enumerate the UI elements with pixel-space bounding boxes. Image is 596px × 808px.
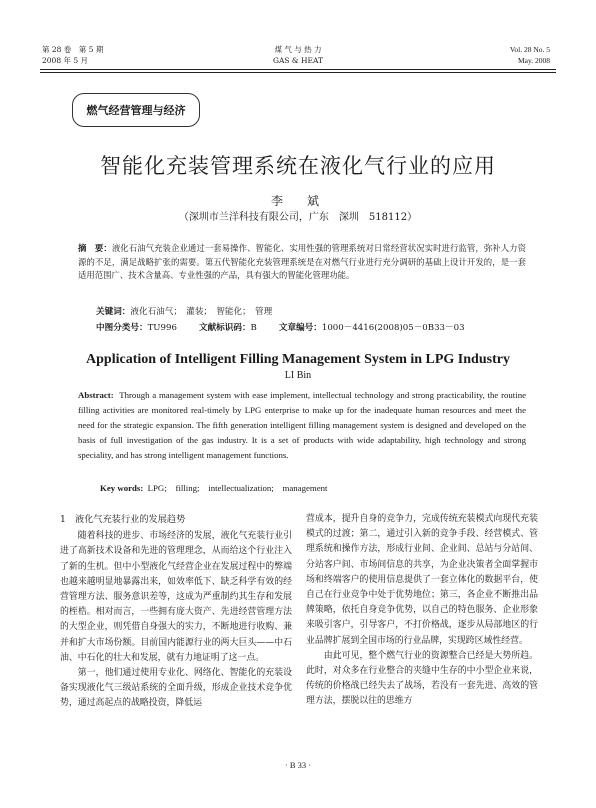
keywords-en [100, 482, 327, 494]
journal-name [0, 44, 596, 66]
clc-number [96, 322, 177, 334]
page-number: · B 33 · [284, 760, 312, 770]
doc-code-label: 文献标识码： [198, 323, 251, 333]
body-paragraph: 第一，他们通过使用专业化、网络化、智能化的充装设备实现液化气三级站系统的全面升级，形成企业技术竞争优势，通过高起点的战略投资，降低运 [60, 668, 292, 709]
abstract-en [78, 388, 526, 463]
article-number-value: 1000－4416(2008)05－0B33－03 [321, 323, 465, 333]
keywords-cn [96, 306, 272, 318]
volume-issue-en: Vol. 28 No. 5 [509, 45, 550, 54]
clc-value: TU996 [147, 323, 177, 333]
body-column-right [306, 512, 538, 710]
classification-line [96, 322, 465, 334]
journal-volume-info-en [510, 44, 550, 66]
abstract-cn-label: 摘 要： [78, 243, 112, 253]
body-column-left [60, 512, 292, 712]
volume-issue: 第 28 卷 第 5 期 [42, 45, 104, 54]
article-title-cn: 智能化充装管理系统在液化气行业的应用 [100, 154, 496, 178]
body-paragraph: 由此可见，整个燃气行业的资源整合已经是大势所趋。此时，对众多在行业整合的夹缝中生存的中小型企业来说，传统的价格战已经失去了战场，若没有一套先进、高效的管理方法，摆脱以往的思维方 [306, 650, 538, 707]
journal-name-cn: 煤 气 与 热 力 [274, 45, 322, 54]
keywords-cn-text: 液化石油气； 灌装； 智能化； 管理 [130, 307, 273, 317]
clc-label: 中图分类号： [96, 323, 148, 333]
body-paragraph: 随着科技的进步、市场经济的发展，液化气充装行业引进了高新技术设备和先进的管理理念，从而给这个行业注入了新的生机。但中小型液化气经营企业在发展过程中的弊端也越来越明显地暴露出来，如效率低下、缺乏科学有效的经营管理方法、服务意识差等，这成为严重制约其生存和发展的桎梏。相对而言，一些拥有庞大资产、先进经营管理方法的大型企业，则凭借自身强大的实力，不断地进行收购、兼并和扩大市场份额。目前国内能源行业的两大巨头——中石油、中石化的壮大和发展，就有力地证明了这一点。 [60, 531, 292, 663]
affiliation-cn: （深圳市兰洋科技有限公司，广东 深圳 518112） [178, 212, 418, 223]
doc-code-value: B [250, 323, 257, 333]
abstract-cn [78, 242, 526, 283]
keywords-en-text: LPG; filling; intellectualization; management [147, 483, 328, 493]
header-rule-thick [40, 69, 556, 70]
section-tag-label: 燃气经营管理与经济 [86, 104, 186, 117]
article-number [279, 322, 465, 334]
section-heading: 1 液化气充装行业的发展趋势 [60, 514, 186, 525]
doc-code [199, 322, 257, 334]
article-title-en: Application of Intelligent Filling Management System in LPG Industry [86, 352, 510, 367]
body-paragraph: 营成本，提升自身的竞争力，完成传统充装模式向现代充装模式的过渡；第二，通过引入新的竞争手段、经营模式、管理系统和操作方法，形成行业间、企业间、总站与分站间、分站客户间、市场间信息的共享，为企业决策者全面掌握市场和终端客户的使用信息提供了一套立体化的数据平台，使自己在行业竞争中处于优势地位；第三，各企业不断推出品牌策略，依托自身竞争优势，以自己的特色服务、企业形象来吸引客户，引导客户，不打价格战，逐步从局部地区的行业品牌扩展到全国市场的行业品牌，实现跨区域性经营。 [306, 514, 538, 646]
author-en: LI Bin [284, 370, 312, 381]
article-number-label: 文章编号： [278, 323, 322, 333]
abstract-cn-text: 液化石油气充装企业通过一套易操作、智能化、实用性强的管理系统对日常经营状况实时进行监管，弥补人力资源的不足，满足战略扩张的需要。第五代智能化充装管理系统是在对燃气行业进行充分调研的基础上设计开发的，是一套适用范围广、技术含量高、专业性强的产品，具有强大的智能化管理功能。 [78, 243, 527, 280]
section-tag [72, 93, 200, 127]
abstract-en-text: Through a management system with ease implement, intellectual technology and strong practicability, the routine filling activities are monitored real-timely by LPG enterprise to make up for the inadequate human resources and meet the need for the strategic expansion. The fifth generation intelligent filling management system is designed and developed on the basis of full investigation of the gas industry. It is a set of products with wide adaptability, high technology and strong speciality, and has strong intelligent management functions. [78, 390, 526, 460]
header-rule-thin [40, 72, 556, 73]
author-cn: 李 斌 [270, 194, 325, 208]
issue-date-en: May. 2008 [517, 56, 550, 65]
issue-date: 2008 年 5 月 [42, 56, 89, 65]
journal-name-en: GAS & HEAT [272, 56, 323, 65]
keywords-cn-label: 关键词： [96, 307, 131, 317]
abstract-en-label: Abstract: [78, 390, 114, 400]
keywords-en-label: Key words: [100, 483, 144, 493]
